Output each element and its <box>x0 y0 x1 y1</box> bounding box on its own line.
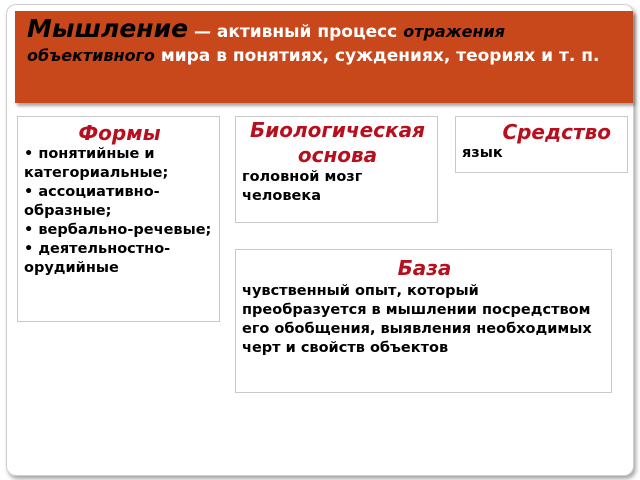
bio-basis-text: головной мозг человека <box>242 169 363 204</box>
header-banner <box>15 11 633 103</box>
forms-list-item: • ассоциативно-образные; <box>24 184 160 219</box>
tool-text: язык <box>462 145 503 161</box>
definition-italic: отражения объективного <box>27 22 506 65</box>
base-title: База <box>397 256 452 280</box>
forms-list-item: • вербально-речевые; <box>24 222 212 238</box>
tool-title: Средство <box>502 120 611 144</box>
forms-list-item: • понятийные и категориальные; <box>24 146 169 181</box>
definition-part-2: мира в понятиях, суждениях, теориях и т. п. <box>154 46 600 66</box>
base-card <box>235 249 612 393</box>
definition-part-1: — активный процесс <box>188 22 404 42</box>
forms-list-item: • деятельностно-орудийные <box>24 241 171 276</box>
forms-card <box>17 116 220 322</box>
bio-basis-title: Биологическая основа <box>250 118 425 167</box>
definition-term: Мышление <box>27 14 189 43</box>
bio-basis-card <box>235 116 438 223</box>
forms-title: Формы <box>78 121 161 145</box>
base-text: чувственный опыт, который преобразуется в мышлении посредством его обобщения, выявления необходимых черт и свойств объектов <box>242 283 592 356</box>
definition-text <box>27 14 627 68</box>
forms-list <box>24 145 215 278</box>
tool-card <box>455 116 628 173</box>
